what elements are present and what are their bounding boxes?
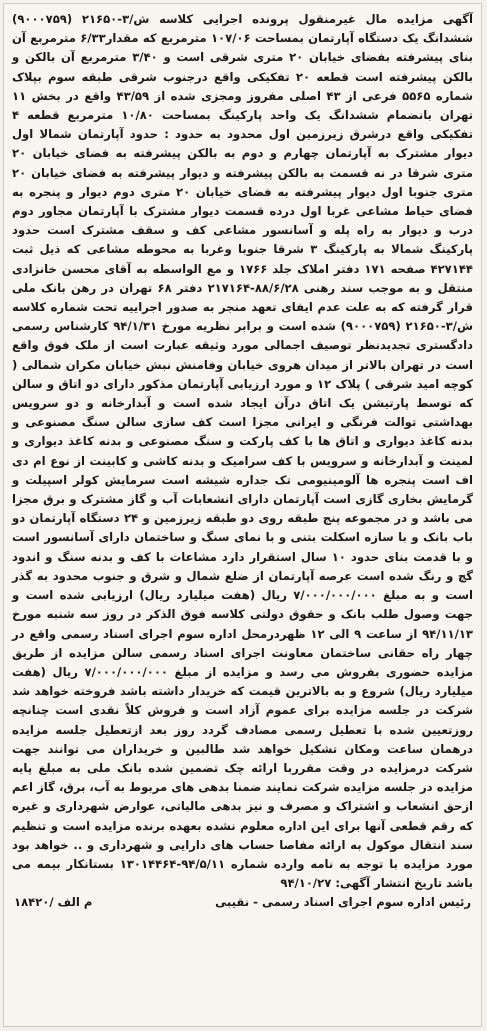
newspaper-clipping [3,3,482,1027]
notice-paragraph: آگهی مزایده مال غیرمنقول پرونده اجرایی کلاسه ش/۳-۲۱۶۵۰ (۹۰۰۰۷۵۹) ششدانگ یک دستگاه آپارتمان بمساحت ۱۰۷/۰۶ مترمربع که مقدار۶/۳۳ مترمربع آن بنای پیشرفته بفضای خیابان ۲۰ متری شرقی است و ۳/۴۰ مترمربع آن بالکن و بالکن پیشرفته است قطعه ۲۰ تفکیکی واقع درجنوب شرقی طبقه سوم بپلاک شماره ۵۵۶۵ فرعی از ۴۳ اصلی مفروز ومجزی شده از ۴۳/۵۹ واقع در بخش ۱۱ تهران بانضمام ششدانگ یک واحد پارکینگ بمساحت ۱۰/۸۰ مترمربع قطعه ۴ تفکیکی واقع درشرق زیرزمین اول محدود به حدود : حدود آپارتمان شمالا اول دیوار مشترک به آپارتمان چهارم و دوم به بالکن پیشرفته به فضای خیابان ۲۰ متری شرقا در نه قسمت به بالکن پیشرفته و دیوار پیشرفته به فضای خیابان ۲۰ متری جنوبا اول دیوار پیشرفته به فضای خیابان ۲۰ متری دوم دیوار و پنجره به فضای حیاط مشاعی غربا اول درده قسمت دیوار مشترک با آپارتمان مجاور دوم درب و دیوار به راه پله و آسانسور مشاعی کف و سقف مشترک است حدود پارکینگ شمالا به پارکینگ ۳ شرقا جنوبا وغربا به محوطه مشاعی که ذیل ثبت ۴۲۷۱۴۴ صفحه ۱۷۱ دفتر املاک جلد ۱۷۶۶ و مع الواسطه به آقای محسن خانزادی منتقل و به موجب سند رهنی ۸۸/۶/۲۸-۲۱۷۱۶۴ دفتر ۶۸ تهران در رهن بانک ملی قرار گرفته که به علت عدم ایفای تعهد منجر به صدور اجراییه تحت شماره کلاسه ش/۳-۲۱۶۵۰ (۹۰۰۰۷۵۹) شده است و برابر نظریه مورخ ۹۴/۱/۳۱ کارشناس رسمی دادگستری تجدیدنظر توصیف اجمالی مورد وثیقه عبارت است از ملک فوق واقع است در تهران بالاتر از میدان هروی خیابان وفامنش نبش خیابان مکران شمالی ( کوچه امید شرقی ) پلاک ۱۲ و مورد ارزیابی آپارتمان مذکور دارای دو اتاق و سالن که توسط پارتیشن یک اتاق درآن ایجاد شده است و آبدارخانه و دو سرویس بهداشتی توالت فرنگی و ایرانی مجزا است کف سازی سالن سنگ مصنوعی و بدنه کاغذ دیواری و اتاق ها با کف پارکت و سنگ مصنوعی و بدنه کاغذ دیواری و لمینت و آبدارخانه و سرویس با کف سرامیک و بدنه کاشی و کابینت از نوع ام دی اف است پنجره ها آلومینیومی تک جداره شیشه است سرمایش کولر اسپیلت و گرمایش بخاری گازی است آپارتمان دارای انشعابات آب و گاز مشترک و برق مجزا می باشد و در مجموعه پنج طبقه روی دو طبقه زیرزمین و ۲۴ دستگاه آپارتمان دو باب بانک و با سازه اسکلت بتنی و با نمای سنگ و ساختمان دارای آسانسور است و با قدمت بنای حدود ۱۰ سال استقرار دارد مشاعات با کف و بدنه سنگ و اندود گچ و رنگ شده است عرصه آپارتمان از ضلع شمال و شرق و جنوب محدود به گذر است و به مبلغ ۷/۰۰۰/۰۰۰/۰۰۰ ریال (هفت میلیارد ریال) ارزیابی شده است و جهت وصول طلب بانک و حقوق دولتی کلاسه فوق الذکر در روز سه شنبه مورخ ۹۴/۱۱/۱۳ از ساعت ۹ الی ۱۲ ظهردرمحل اداره سوم اجرای اسناد رسمی واقع در چهار راه حقانی ساختمان معاونت اجرای اسناد رسمی سالن مزایده از طریق مزایده حضوری بفروش می رسد و مزایده از مبلغ ۷/۰۰۰/۰۰۰/۰۰۰ ریال (هفت میلیارد ریال) شروع و به بالاترین قیمت که خریدار داشته باشد فروخته خواهد شد شرکت در جلسه مزایده برای عموم آزاد است و فروش کلاً نقدی است چنانچه روزتعیین شده با تعطیل رسمی مصادف گردد روز بعد ازتعطیل جلسه مزایده درهمان ساعت ومکان تشکیل خواهد شد طالبین و خریداران می توانند جهت شرکت درمزایده در وقت مقرربا ارائه چک تضمین شده بانک ملی به مبلغ پایه مزایده در جلسه مزایده شرکت نمایند ضمنا بدهی های مربوط به آب، برق، گاز اعم ازحق انشعاب و اشتراک و مصرف و نیز بدهی مالیاتی، عوارض شهرداری و غیره که رقم قطعی آنها برای این اداره معلوم نشده بعهده برنده مزایده است و تنظیم سند انتقال موکول به ارائه مفاصا حساب های دارایی و شهرداری و .. خواهد بود مورد مزایده با توجه به نامه وارده شماره ۹۴/۵/۱۱-۱۳۰۱۴۴۶۴ بستانکار بیمه می باشد تاریخ انتشار آگهی: ۹۴/۱۰/۲۷ [12,12,474,891]
signature-line: رئیس اداره سوم اجرای اسناد رسمی - نقیبی [215,895,471,910]
notice-footer [4,895,481,909]
reference-code: م الف /۱۸۴۲۰ [14,895,93,910]
notice-body [4,4,481,893]
